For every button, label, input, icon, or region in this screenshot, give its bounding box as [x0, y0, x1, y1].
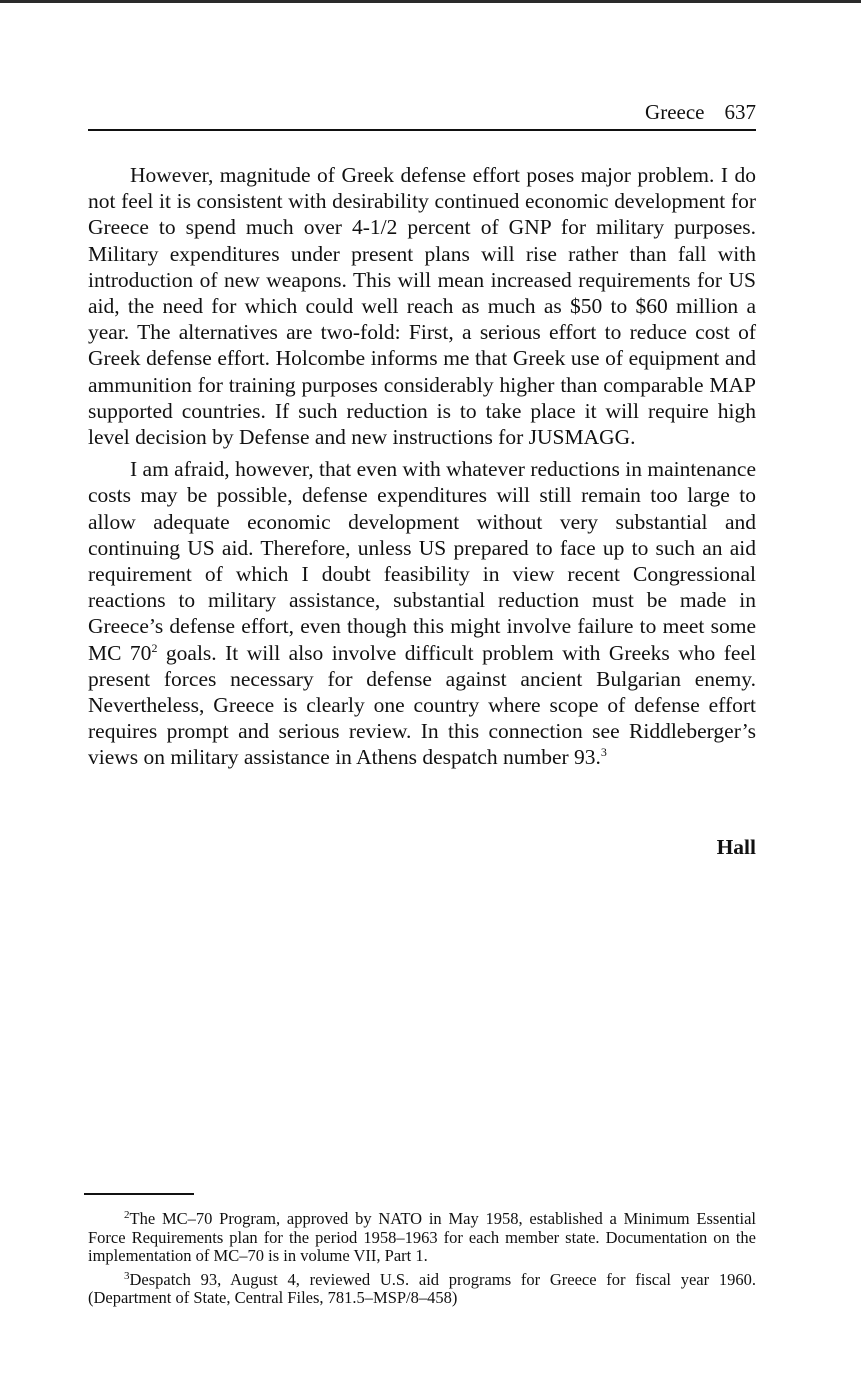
section-title: Greece	[645, 100, 705, 124]
footnote-marker: 2	[124, 1209, 130, 1221]
footnote-divider	[84, 1193, 194, 1195]
footnote	[88, 1210, 756, 1266]
paragraph	[88, 456, 756, 770]
footnote-marker: 3	[124, 1269, 130, 1282]
footnote-ref: 2	[151, 640, 158, 655]
paragraph	[88, 162, 756, 450]
telegram-body	[88, 162, 756, 777]
paragraph-text: However, magnitude of Greek defense effort poses major problem. I do not feel it is consistent with desirability continued economic development for Greece to spend much over 4-1/2 percent of GNP for military purposes. Military expenditures under present plans will rise rather than fall with introduction of new weapons. This will mean increased requirements for US aid, the need for which could well reach as much as $50 to $60 million a year. The alternatives are two-fold: First, a serious effort to reduce cost of Greek defense effort. Holcombe informs me that Greek use of equipment and ammunition for training purposes considerably higher than comparable MAP supported countries. If such reduction is to take place it will require high level decision by Defense and new instructions for JUSMAGG.	[88, 163, 756, 450]
paragraph-text: goals. It will also involve difficult problem with Greeks who feel present forces necessary for defense against ancient Bulgarian enemy. Nevertheless, Greece is clearly one country where scope of defense effort requires prompt and serious review. In this connection see Riddleberger’s views on military assistance in Athens despatch number 93.	[88, 640, 756, 770]
scan-edge-line	[0, 0, 861, 3]
paragraph-text: I am afraid, however, that even with whatever reductions in maintenance costs may be possible, defense expenditures will still remain too large to allow adequate economic development without very substantial and continuing US aid. Therefore, unless US prepared to face up to such an aid requirement of which I doubt feasibility in view recent Congressional reactions to military assistance, substantial reduction must be made in Greece’s defense effort, even though this might involve failure to meet some MC 70	[88, 457, 756, 665]
footnote-text: Despatch 93, August 4, reviewed U.S. aid programs for Greece for fiscal year 1960. (Department of State, Central Files, 781.5–MSP/8–458)	[88, 1269, 756, 1307]
running-header	[88, 99, 756, 131]
page-number: 637	[724, 100, 756, 124]
footnote	[88, 1271, 756, 1308]
footnotes	[88, 1210, 756, 1313]
footnote-text: The MC–70 Program, approved by NATO in May 1958, established a Minimum Essential Force Requirements plan for the period 1958–1963 for each member state. Documentation on the implementation of MC–70 is in volume VII, Part 1.	[88, 1209, 756, 1265]
signature: Hall	[716, 835, 756, 859]
footnote-ref: 3	[600, 745, 607, 760]
